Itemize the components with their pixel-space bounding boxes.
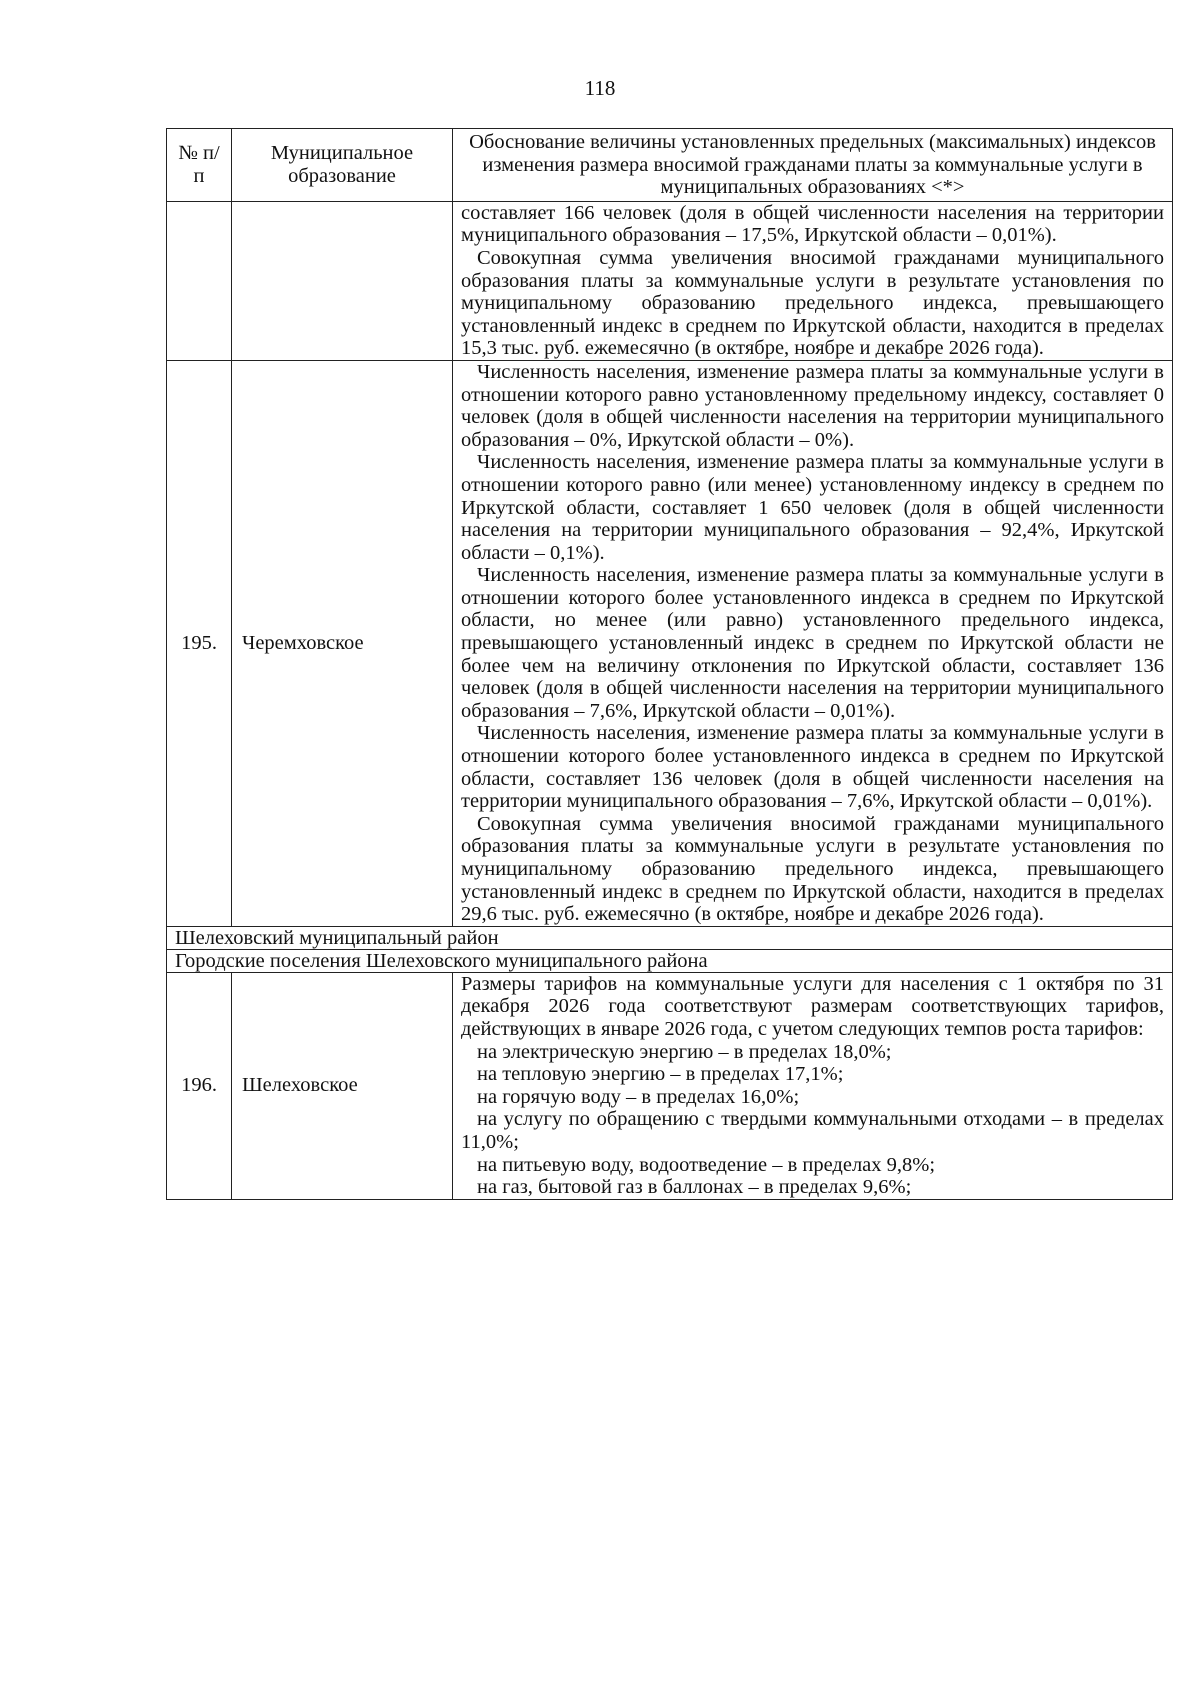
table-row-195 bbox=[167, 360, 1173, 926]
page-number: 118 bbox=[584, 76, 616, 100]
header-number: № п/п bbox=[167, 129, 232, 202]
justification-paragraph: Совокупная сумма увеличения вносимой гражданами муниципального образования платы за коммунальные услуги в результате установления по муниципальному образованию предельного индекса, превышающего установленный индекс в среднем по Иркутской области, находится в пределах 15,3 тыс. руб. ежемесячно (в октябре, ноябре и декабре 2026 года). bbox=[461, 246, 1164, 360]
tariff-list-item: на тепловую энергию – в пределах 17,1%; bbox=[477, 1063, 844, 1086]
row-municipality: Шелеховское bbox=[232, 972, 453, 1199]
tariff-growth-list bbox=[461, 1041, 1164, 1199]
row-number: 196. bbox=[167, 972, 232, 1199]
justification-paragraph: Численность населения, изменение размера платы за коммунальные услуги в отношении которого равно установленному предельному индексу, составляет 0 человек (доля в общей численности населения на территории муниципального образования – 0%, Иркутской области – 0%). bbox=[461, 360, 1164, 451]
justification-paragraph: Численность населения, изменение размера платы за коммунальные услуги в отношении которого равно (или менее) установленному индексу в среднем по Иркутской области, составляет 1 650 человек (доля в общей численности населения на территории муниципального образования – 92,4%, Иркутской области – 0,1%). bbox=[461, 451, 1164, 564]
tariff-list-item: на газ, бытовой газ в баллонах – в пределах 9,6%; bbox=[477, 1176, 912, 1199]
subregion-heading-row bbox=[167, 949, 1173, 972]
tariff-list-item: на электрическую энергию – в пределах 18,0%; bbox=[477, 1040, 892, 1063]
table-row-196 bbox=[167, 972, 1173, 1199]
tariff-list-item: на услугу по обращению с твердыми коммунальными отходами – в пределах 11,0%; bbox=[461, 1108, 1164, 1153]
table-row-continuation bbox=[167, 201, 1173, 360]
justification-paragraph: Численность населения, изменение размера платы за коммунальные услуги в отношении которого более установленного индекса в среднем по Иркутской области, но менее (или равно) установленного предельного индекса, превышающего установленный индекс в среднем по Иркутской области не более чем на величину отклонения по Иркутской области, составляет 136 человек (доля в общей численности населения на территории муниципального образования – 7,6%, Иркутской области – 0,01%). bbox=[461, 564, 1164, 722]
justification-paragraph: составляет 166 человек (доля в общей численности населения на территории муниципального образования – 17,5%, Иркутской области – 0,01%). bbox=[461, 201, 1164, 247]
row-municipality: Черемховское bbox=[232, 360, 453, 926]
justification-paragraph: Совокупная сумма увеличения вносимой гражданами муниципального образования платы за коммунальные услуги в результате установления по муниципальному образованию предельного индекса, превышающего установленный индекс в среднем по Иркутской области, находится в пределах 29,6 тыс. руб. ежемесячно (в октябре, ноябре и декабре 2026 года). bbox=[461, 812, 1164, 926]
table-header-row bbox=[167, 129, 1173, 202]
row-justification bbox=[453, 360, 1173, 926]
tariff-intro: Размеры тарифов на коммунальные услуги для населения с 1 октября по 31 декабря 2026 года соответствуют размерам соответствующих тарифов, действующих в январе 2026 года, с учетом следующих темпов роста тарифов: bbox=[461, 972, 1164, 1040]
tariff-list-item: на горячую воду – в пределах 16,0%; bbox=[477, 1085, 800, 1108]
region-heading: Шелеховский муниципальный район bbox=[167, 926, 1173, 949]
subregion-heading: Городские поселения Шелеховского муниципального района bbox=[167, 949, 1173, 972]
header-municipality: Муниципальное образование bbox=[232, 129, 453, 202]
row-municipality bbox=[232, 201, 453, 360]
tariff-justification-table bbox=[166, 128, 1173, 1200]
row-justification bbox=[453, 201, 1173, 360]
row-number bbox=[167, 201, 232, 360]
region-heading-row bbox=[167, 926, 1173, 949]
justification-paragraph: Численность населения, изменение размера платы за коммунальные услуги в отношении которого более установленного индекса в среднем по Иркутской области, составляет 136 человек (доля в общей численности населения на территории муниципального образования – 7,6%, Иркутской области – 0,01%). bbox=[461, 722, 1164, 813]
header-justification: Обоснование величины установленных предельных (максимальных) индексов изменения размера вносимой гражданами платы за коммунальные услуги в муниципальных образованиях <*> bbox=[453, 129, 1173, 202]
tariff-list-item: на питьевую воду, водоотведение – в пределах 9,8%; bbox=[477, 1153, 936, 1176]
row-justification bbox=[453, 972, 1173, 1199]
row-number: 195. bbox=[167, 360, 232, 926]
